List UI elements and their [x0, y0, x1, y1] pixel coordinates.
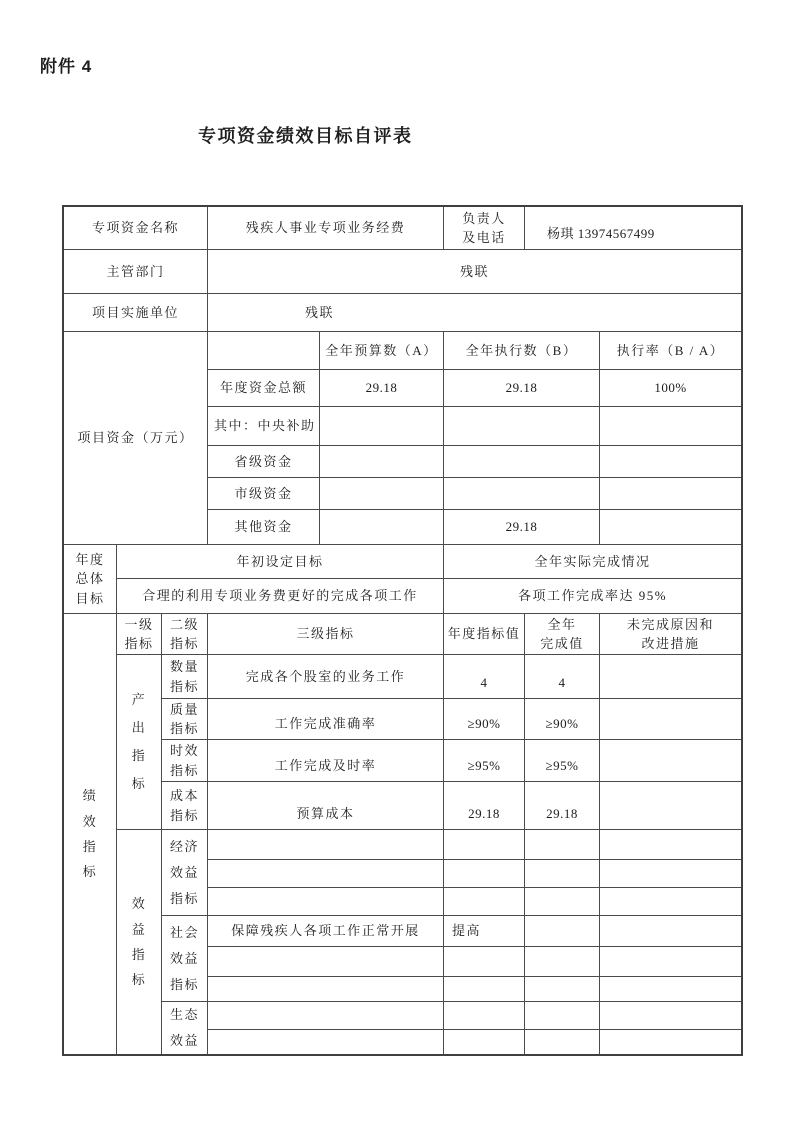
- economic-benefit-label: 经济 效益 指标: [162, 830, 208, 916]
- empty-cell: [525, 888, 600, 916]
- empty-cell: [525, 1030, 600, 1054]
- empty-cell: [208, 947, 444, 977]
- empty-cell: [600, 860, 741, 888]
- indicator-actual-value: 4: [525, 655, 600, 699]
- empty-cell: [525, 830, 600, 860]
- empty-cell: [208, 860, 444, 888]
- initial-goal-label: 年初设定目标: [117, 545, 444, 579]
- funding-executed-value: 29.18: [444, 370, 600, 407]
- indicator-actual-value: ≥90%: [525, 699, 600, 740]
- empty-cell: [525, 1002, 600, 1030]
- indicator-target-value: ≥95%: [444, 740, 525, 782]
- funding-budget-value: 29.18: [320, 370, 444, 407]
- empty-cell: [600, 446, 741, 478]
- empty-cell: [320, 510, 444, 545]
- performance-section-label: 绩 效 指 标: [64, 614, 117, 1054]
- empty-cell: [444, 407, 600, 446]
- empty-cell: [444, 947, 525, 977]
- empty-cell: [600, 407, 741, 446]
- indicator-type-label: 质量 指标: [162, 699, 208, 740]
- empty-cell: [600, 916, 741, 947]
- empty-cell: [444, 478, 600, 510]
- funding-row-label: 其他资金: [208, 510, 320, 545]
- header-annual-target: 年度指标值: [444, 614, 525, 655]
- empty-cell: [600, 1030, 741, 1054]
- funding-row-label: 年度资金总额: [208, 370, 320, 407]
- benefit-group-label: 效 益 指 标: [117, 830, 162, 1054]
- empty-cell: [444, 860, 525, 888]
- funding-rate-value: 100%: [600, 370, 741, 407]
- funding-row-label: 省级资金: [208, 446, 320, 478]
- empty-cell: [208, 332, 320, 370]
- header-level3: 三级指标: [208, 614, 444, 655]
- empty-cell: [525, 977, 600, 1002]
- indicator-name: 完成各个股室的业务工作: [208, 655, 444, 699]
- empty-cell: [600, 888, 741, 916]
- empty-cell: [600, 740, 741, 782]
- indicator-name: 预算成本: [208, 782, 444, 830]
- funding-row-label: 其中：中央补助: [208, 407, 320, 446]
- actual-completion-label: 全年实际完成情况: [444, 545, 741, 579]
- indicator-name: 工作完成准确率: [208, 699, 444, 740]
- empty-cell: [444, 830, 525, 860]
- funding-col-rate: 执行率（B / A）: [600, 332, 741, 370]
- output-group-label: 产 出 指 标: [117, 655, 162, 830]
- funding-section-label: 项目资金（万元）: [64, 332, 208, 545]
- indicator-target-value: 提高: [444, 916, 525, 947]
- empty-cell: [525, 947, 600, 977]
- indicator-target-value: 29.18: [444, 782, 525, 830]
- empty-cell: [600, 655, 741, 699]
- empty-cell: [600, 977, 741, 1002]
- social-benefit-label: 社会 效益 指标: [162, 916, 208, 1002]
- empty-cell: [600, 510, 741, 545]
- empty-cell: [444, 1002, 525, 1030]
- indicator-name: 保障残疾人各项工作正常开展: [208, 916, 444, 947]
- initial-goal-value: 合理的利用专项业务费更好的完成各项工作: [117, 579, 444, 614]
- empty-cell: [208, 977, 444, 1002]
- dept-value: 残联: [208, 250, 741, 294]
- fund-name-label: 专项资金名称: [64, 207, 208, 250]
- empty-cell: [320, 407, 444, 446]
- empty-cell: [208, 1002, 444, 1030]
- funding-col-executed: 全年执行数（B）: [444, 332, 600, 370]
- manager-label: 负责人 及电话: [444, 207, 525, 250]
- empty-cell: [320, 478, 444, 510]
- indicator-name: 工作完成及时率: [208, 740, 444, 782]
- manager-value: 杨琪 13974567499: [525, 207, 741, 250]
- funding-executed-value: 29.18: [444, 510, 600, 545]
- dept-label: 主管部门: [64, 250, 208, 294]
- indicator-type-label: 数量 指标: [162, 655, 208, 699]
- empty-cell: [208, 830, 444, 860]
- funding-row-label: 市级资金: [208, 478, 320, 510]
- empty-cell: [208, 888, 444, 916]
- empty-cell: [525, 916, 600, 947]
- empty-cell: [600, 699, 741, 740]
- empty-cell: [320, 446, 444, 478]
- unit-value: 残联: [208, 294, 741, 332]
- indicator-type-label: 时效 指标: [162, 740, 208, 782]
- actual-completion-value: 各项工作完成率达 95%: [444, 579, 741, 614]
- ecological-benefit-label: 生态 效益: [162, 1002, 208, 1054]
- indicator-actual-value: 29.18: [525, 782, 600, 830]
- empty-cell: [208, 1030, 444, 1054]
- indicator-target-value: 4: [444, 655, 525, 699]
- empty-cell: [600, 830, 741, 860]
- empty-cell: [444, 977, 525, 1002]
- indicator-target-value: ≥90%: [444, 699, 525, 740]
- fund-name-value: 残疾人事业专项业务经费: [208, 207, 444, 250]
- indicator-actual-value: ≥95%: [525, 740, 600, 782]
- empty-cell: [600, 947, 741, 977]
- empty-cell: [600, 782, 741, 830]
- funding-col-budget: 全年预算数（A）: [320, 332, 444, 370]
- unit-label: 项目实施单位: [64, 294, 208, 332]
- header-level2: 二级 指标: [162, 614, 208, 655]
- header-reason: 未完成原因和 改进措施: [600, 614, 741, 655]
- attachment-label: 附件 4: [40, 57, 93, 76]
- empty-cell: [525, 860, 600, 888]
- empty-cell: [444, 446, 600, 478]
- page-title: 专项资金绩效目标自评表: [198, 126, 413, 146]
- indicator-type-label: 成本 指标: [162, 782, 208, 830]
- empty-cell: [600, 478, 741, 510]
- empty-cell: [444, 1030, 525, 1054]
- annual-goal-section-label: 年度 总体 目标: [64, 545, 117, 614]
- header-annual-actual: 全年 完成值: [525, 614, 600, 655]
- empty-cell: [600, 1002, 741, 1030]
- self-evaluation-table: [62, 205, 743, 1056]
- header-level1: 一级 指标: [117, 614, 162, 655]
- empty-cell: [444, 888, 525, 916]
